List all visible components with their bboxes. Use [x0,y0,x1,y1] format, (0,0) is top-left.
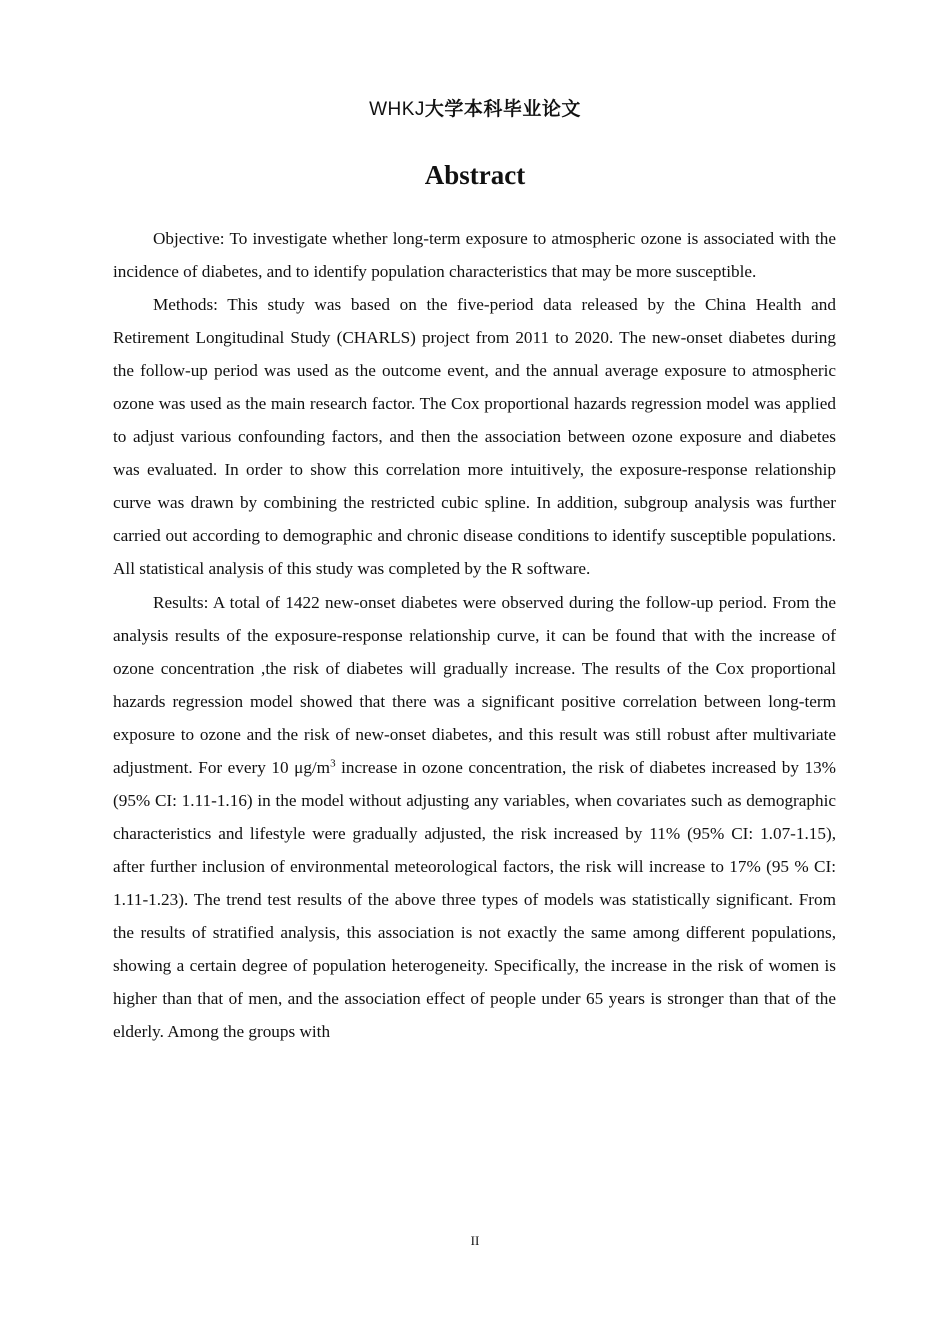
header-thesis-label: 大学本科毕业论文 [424,98,581,120]
paragraph-methods: Methods: This study was based on the five-period data released by the China Health and Retirement Longitudinal Study (CHARLS) project from 2011 to 2020. The new-onset diabetes during the follow-up period was used as the outcome event, and the annual average exposure to atmospheric ozone was used as the main research factor. The Cox proportional hazards regression model was applied to adjust various confounding factors, and then the association between ozone exposure and diabetes was evaluated. In order to show this correlation more intuitively, the exposure-response relationship curve was drawn by combining the restricted cubic spline. In addition, subgroup analysis was further carried out according to demographic and chronic disease conditions to identify susceptible populations. All statistical analysis of this study was completed by the R software. [113,295,836,579]
paragraph-results [113,586,836,1049]
header-university-code: WHKJ [369,99,425,120]
abstract-body [113,222,836,1048]
running-header [0,94,950,121]
results-text-part2: increase in ozone concentration, the risk of diabetes increased by 13% (95% CI: 1.11-1.16) in the model without adjusting any variables, when covariates such as demographic characteristics and lifestyle were gradually adjusted, the risk increased by 11% (95% CI: 1.07-1.15), after further inclusion of environmental meteorological factors, the risk will increase to 17% (95 % CI: 1.11-1.23). The trend test results of the above three types of models was statistically significant. From the results of stratified analysis, this association is not exactly the same among different populations, showing a certain degree of population heterogeneity. Specifically, the increase in the risk of women is higher than that of men, and the association effect of people under 65 years is stronger than that of the elderly. Among the groups with [113,757,836,1042]
paragraph-objective: Objective: To investigate whether long-term exposure to atmospheric ozone is associated with the incidence of diabetes, and to identify population characteristics that may be more susceptible. [113,229,836,282]
page-number: II [470,1233,480,1248]
results-text-part1: Results: A total of 1422 new-onset diabetes were observed during the follow-up period. From the analysis results of the exposure-response relationship curve, it can be found that with the increase of ozone concentration ,the risk of diabetes will gradually increase. The results of the Cox proportional hazards regression model showed that there was a significant positive correlation between long-term exposure to ozone and the risk of new-onset diabetes, and this result was still robust after multivariate adjustment. For every 10 μg/m [113,592,836,777]
page-title: Abstract [424,160,526,190]
results-superscript: 3 [330,757,336,770]
